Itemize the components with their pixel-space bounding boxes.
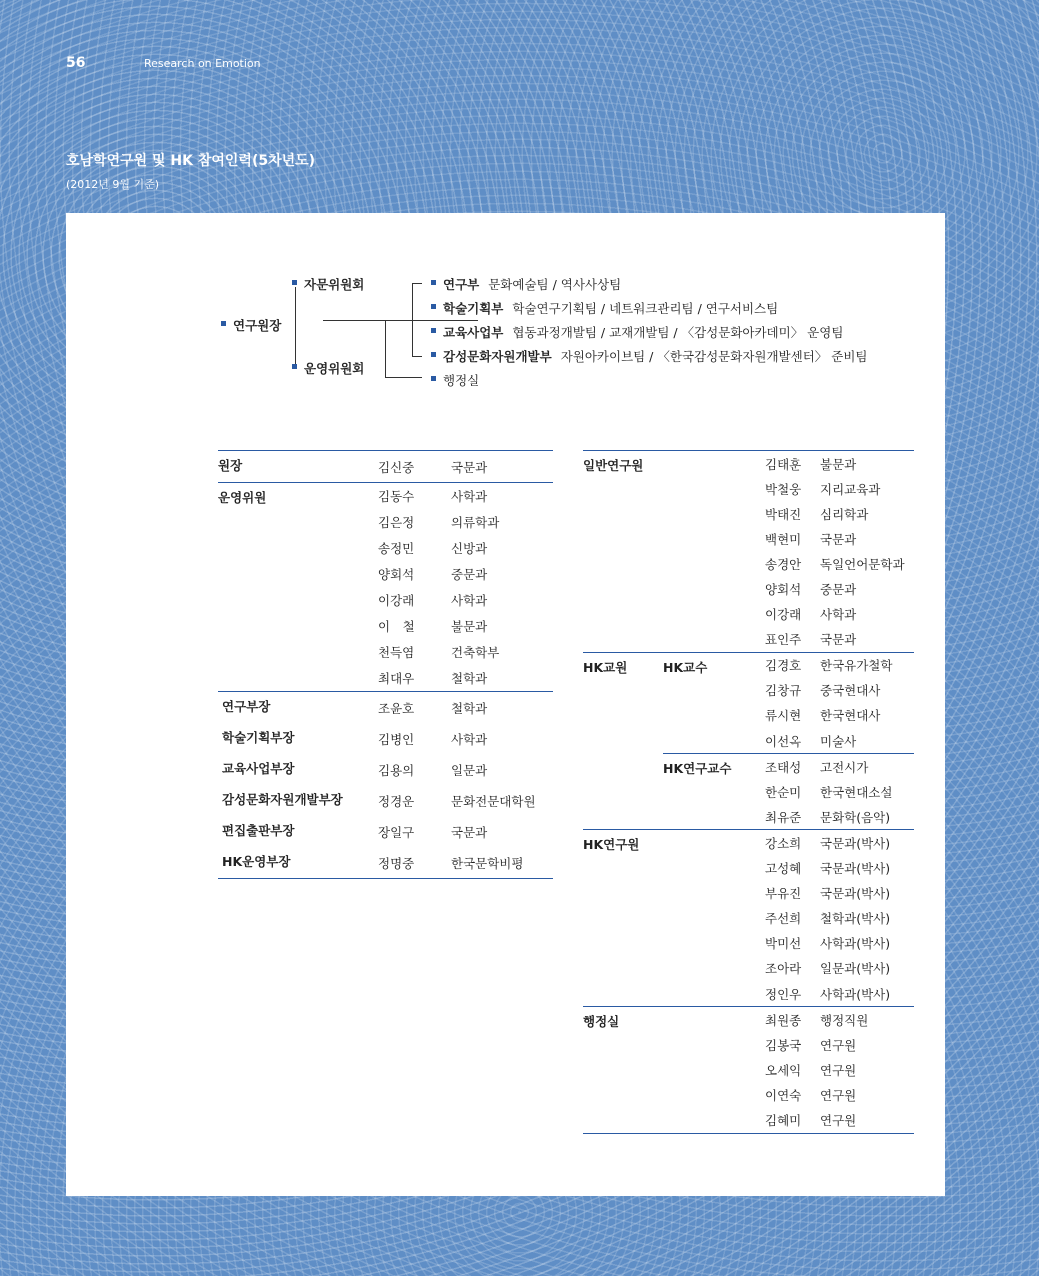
org-department [431, 347, 867, 365]
subcategory-cell: HK연구교수 [663, 754, 765, 830]
role-cell: 운영위원 [218, 483, 378, 692]
org-department-name: 연구부 [443, 277, 480, 292]
name-cell: 박태진 [765, 506, 802, 522]
subcategory-cell: HK교수 [663, 652, 765, 753]
bullet-icon [431, 304, 436, 309]
table-row [583, 1007, 914, 1033]
name-cell: 양회석 [378, 567, 415, 582]
name-cell: 김봉국 [765, 1037, 802, 1053]
name-cell: 류시현 [765, 708, 802, 724]
staff-table-left [218, 450, 553, 879]
page-number: 56 [66, 55, 86, 71]
content-panel [66, 213, 945, 1196]
dept-cell: 의류학과 [451, 515, 500, 530]
bullet-icon [431, 376, 436, 381]
org-committee [292, 275, 364, 293]
dept-cell: 한국문학비평 [451, 847, 553, 879]
name-cell: 백현미 [765, 531, 802, 547]
dept-cell: 사학과 [451, 731, 488, 747]
org-department [431, 371, 479, 389]
name-cell: 이강래 [378, 593, 415, 608]
name-cell: 김혜미 [765, 1107, 820, 1133]
name-cell: 조아라 [765, 961, 802, 977]
name-cell: 김동수 [378, 483, 451, 510]
org-department [431, 275, 621, 293]
name-cell: 김은정 [378, 515, 415, 530]
org-root [221, 316, 281, 334]
role-cell: HK운영부장 [218, 847, 378, 879]
dept-cell: 문화전문대학원 [451, 793, 536, 809]
category-cell: HK교원 [583, 652, 663, 830]
table-row [218, 785, 553, 816]
org-line [412, 283, 413, 357]
category-cell: 일반연구원 [583, 451, 765, 653]
dept-cell: 연구원 [820, 1062, 857, 1078]
org-committee-label: 자문위원회 [304, 277, 365, 292]
dept-cell: 중문과 [820, 582, 857, 598]
name-cell: 장일구 [378, 824, 415, 840]
name-cell: 송경안 [765, 556, 802, 572]
dept-cell: 일문과(박사) [820, 961, 891, 977]
dept-cell: 국문과 [820, 632, 857, 648]
dept-cell: 연구원 [820, 1087, 857, 1103]
role-cell: 감성문화자원개발부장 [222, 792, 343, 807]
dept-cell: 국문과 [820, 531, 857, 547]
name-cell: 최유준 [765, 809, 802, 825]
dept-cell: 신방과 [451, 541, 488, 556]
name-cell: 정명중 [378, 847, 451, 879]
name-cell: 강소희 [765, 830, 820, 856]
org-line [412, 283, 422, 284]
role-cell: 원장 [218, 451, 378, 483]
org-line [385, 320, 386, 377]
dept-cell: 국문과(박사) [820, 886, 891, 902]
org-line [385, 377, 422, 378]
dept-cell: 건축학부 [451, 645, 500, 660]
dept-cell: 국문과 [451, 824, 488, 840]
name-cell: 박철웅 [765, 481, 802, 497]
name-cell: 김태훈 [765, 451, 820, 477]
table-row [218, 483, 553, 510]
dept-cell: 철학과 [451, 692, 553, 724]
dept-cell: 국문과 [451, 451, 553, 483]
dept-cell: 독일언어문학과 [820, 556, 905, 572]
dept-cell: 연구원 [820, 1107, 914, 1133]
name-cell: 최원종 [765, 1007, 820, 1033]
dept-cell: 한국유가철학 [820, 652, 914, 678]
org-department-teams: 협동과정개발팀 / 교재개발팀 / 〈감성문화아카데미〉 운영팀 [512, 325, 844, 340]
org-chart [66, 213, 945, 413]
dept-cell: 철학과 [451, 671, 488, 686]
name-cell: 이연숙 [765, 1087, 802, 1103]
name-cell: 이강래 [765, 607, 802, 623]
name-cell: 양회석 [765, 582, 802, 598]
dept-cell: 한국현대사 [820, 708, 881, 724]
name-cell: 김병인 [378, 731, 415, 747]
name-cell: 이 철 [378, 619, 415, 634]
org-department [431, 323, 843, 341]
org-department-name: 학술기획부 [443, 301, 504, 316]
category-cell: HK연구원 [583, 830, 765, 1007]
name-cell: 고성혜 [765, 861, 802, 877]
table-row [218, 816, 553, 847]
dept-cell: 일문과 [451, 762, 488, 778]
table-row [218, 692, 553, 724]
dept-cell: 미술사 [820, 733, 857, 749]
org-department-teams: 자원아카이브팀 / 〈한국감성문화자원개발센터〉 준비팀 [560, 349, 868, 364]
org-department [431, 299, 778, 317]
org-line [412, 356, 422, 357]
journal-name: Research on Emotion [144, 57, 261, 70]
name-cell: 김창규 [765, 683, 802, 699]
dept-cell: 사학과 [451, 593, 488, 608]
role-cell: 연구부장 [218, 692, 378, 724]
dept-cell: 중문과 [451, 567, 488, 582]
dept-cell: 중국현대사 [820, 683, 881, 699]
dept-cell: 심리학과 [820, 506, 869, 522]
name-cell: 김용의 [378, 762, 415, 778]
dept-cell: 사학과 [451, 483, 553, 510]
name-cell: 정경운 [378, 793, 415, 809]
bullet-icon [431, 328, 436, 333]
table-row [583, 830, 914, 856]
name-cell: 조태성 [765, 754, 820, 780]
dept-cell: 사학과 [820, 607, 857, 623]
dept-cell: 문화학(음악) [820, 809, 891, 825]
bullet-icon [221, 321, 226, 326]
name-cell: 표인주 [765, 632, 802, 648]
dept-cell: 연구원 [820, 1037, 857, 1053]
dept-cell: 한국현대소설 [820, 784, 893, 800]
bullet-icon [431, 280, 436, 285]
table-row [218, 723, 553, 754]
bullet-icon [431, 352, 436, 357]
org-committee-label: 운영위원회 [304, 361, 365, 376]
name-cell: 정인우 [765, 986, 802, 1002]
staff-table-right [583, 450, 914, 1134]
dept-cell: 국문과(박사) [820, 830, 914, 856]
name-cell: 이선옥 [765, 733, 802, 749]
dept-cell: 사학과(박사) [820, 986, 891, 1002]
org-department-teams: 문화예술팀 / 역사사상팀 [488, 277, 622, 292]
table-row [583, 652, 914, 678]
dept-cell: 철학과(박사) [820, 911, 891, 927]
page-subtitle: (2012년 9월 기준) [66, 178, 160, 191]
role-cell: 교육사업부장 [222, 761, 295, 776]
dept-cell: 지리교육과 [820, 481, 881, 497]
name-cell: 김신중 [378, 451, 451, 483]
org-committee [292, 359, 364, 377]
name-cell: 조윤호 [378, 692, 451, 724]
name-cell: 송정민 [378, 541, 415, 556]
table-row [583, 451, 914, 477]
org-department-name: 행정실 [443, 373, 480, 388]
org-root-label: 연구원장 [233, 318, 282, 333]
bullet-icon [292, 280, 297, 285]
name-cell: 박미선 [765, 936, 802, 952]
name-cell: 주선희 [765, 911, 802, 927]
name-cell: 최대우 [378, 671, 415, 686]
table-row [218, 754, 553, 785]
name-cell: 한순미 [765, 784, 802, 800]
dept-cell: 국문과(박사) [820, 861, 891, 877]
table-row [218, 847, 553, 879]
bullet-icon [292, 364, 297, 369]
dept-cell: 고전시가 [820, 754, 914, 780]
category-cell: 행정실 [583, 1007, 765, 1133]
name-cell: 김경호 [765, 652, 820, 678]
org-line [323, 320, 478, 321]
table-row [218, 451, 553, 483]
dept-cell: 불문과 [820, 451, 914, 477]
org-department-teams: 학술연구기획팀 / 네트워크관리팀 / 연구서비스팀 [512, 301, 779, 316]
role-cell: 학술기획부장 [222, 730, 295, 745]
dept-cell: 사학과(박사) [820, 936, 891, 952]
org-department-name: 교육사업부 [443, 325, 504, 340]
name-cell: 오세익 [765, 1062, 802, 1078]
role-cell: 편집출판부장 [222, 823, 295, 838]
dept-cell: 행정직원 [820, 1007, 914, 1033]
name-cell: 부유진 [765, 886, 802, 902]
name-cell: 천득염 [378, 645, 415, 660]
org-department-name: 감성문화자원개발부 [443, 349, 552, 364]
dept-cell: 불문과 [451, 619, 488, 634]
page-title: 호남학연구원 및 HK 참여인력(5차년도) [66, 153, 316, 169]
org-line [295, 287, 296, 367]
